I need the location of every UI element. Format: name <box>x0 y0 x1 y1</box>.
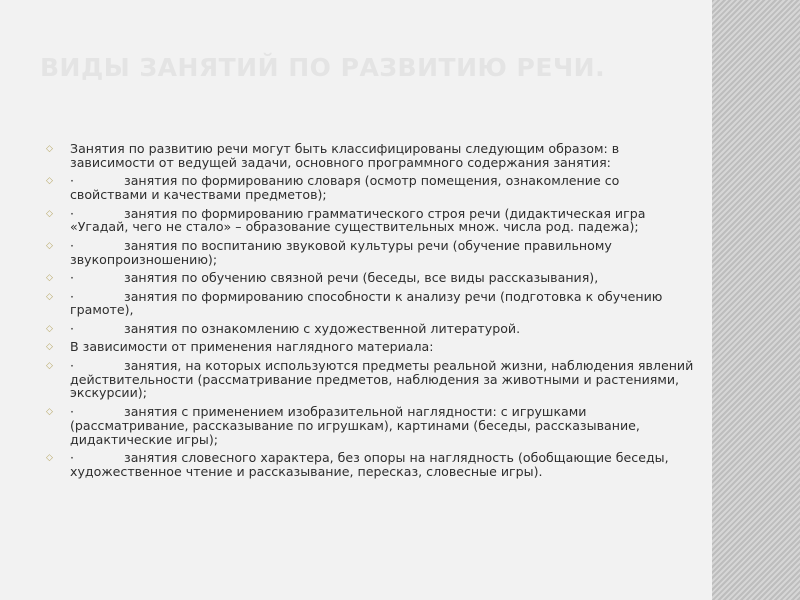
diamond-bullet-icon: ◇ <box>46 273 53 284</box>
slide-title: ВИДЫ ЗАНЯТИЙ ПО РАЗВИТИЮ РЕЧИ. <box>40 53 606 82</box>
list-item <box>46 340 696 354</box>
list-item-text: занятия по воспитанию звуковой культуры речи (обучение правильному звукопроизношению); <box>70 237 612 267</box>
diamond-bullet-icon: ◇ <box>46 240 53 251</box>
list-item-text: Занятия по развитию речи могут быть классифицированы следующим образом: в зависимости от ведущей задачи, основного программного содержания занятия: <box>70 141 620 170</box>
diamond-bullet-icon: ◇ <box>46 453 53 464</box>
diamond-bullet-icon: ◇ <box>46 208 53 219</box>
list-item-text: занятия по формированию грамматического строя речи (дидактическая игра «Угадай, чего не стало» – образование существительных множ. числа род. падежа); <box>70 205 646 235</box>
inline-bullet-dot: · <box>70 270 75 286</box>
list-item <box>46 207 696 235</box>
list-item-text: В зависимости от применения наглядного материала: <box>70 339 434 355</box>
diamond-bullet-icon: ◇ <box>46 342 53 353</box>
inline-bullet-dot: · <box>70 237 75 253</box>
list-item-text: занятия по формированию способности к анализу речи (подготовка к обучению грамоте), <box>70 288 663 318</box>
list-item <box>46 405 696 446</box>
diamond-bullet-icon: ◇ <box>46 323 53 334</box>
inline-bullet-dot: · <box>70 357 75 373</box>
list-item-text: занятия словесного характера, без опоры на наглядность (обобщающие беседы, художественное чтение и рассказывание, пересказ, словесные игры). <box>70 450 669 479</box>
decorative-side-stripe <box>712 0 800 600</box>
list-item <box>46 451 696 479</box>
list-item-text: занятия с применением изобразительной наглядности: с игрушками (рассматривание, рассказывание по игрушкам), картинами (беседы, рассказывание, дидактические игры); <box>70 403 640 447</box>
list-item <box>46 174 696 202</box>
diamond-bullet-icon: ◇ <box>46 406 53 417</box>
inline-bullet-dot: · <box>70 205 75 221</box>
diamond-bullet-icon: ◇ <box>46 360 53 371</box>
list-item <box>46 290 696 318</box>
list-item-text: занятия по ознакомлению с художественной литературой. <box>124 320 521 336</box>
list-item <box>46 142 696 170</box>
inline-bullet-dot: · <box>70 173 75 189</box>
inline-bullet-dot: · <box>70 403 75 419</box>
list-item <box>46 271 696 285</box>
bullet-list <box>46 142 696 483</box>
list-item <box>46 322 696 336</box>
list-item-text: занятия по обучению связной речи (беседы, все виды рассказывания), <box>124 270 599 286</box>
inline-bullet-dot: · <box>70 288 75 304</box>
diamond-bullet-icon: ◇ <box>46 144 53 154</box>
diamond-bullet-icon: ◇ <box>46 176 53 187</box>
list-item-text: занятия, на которых используются предметы реальной жизни, наблюдения явлений действительности (рассматривание предметов, наблюдения за животными и растениями, экскурсии); <box>70 357 694 401</box>
inline-bullet-dot: · <box>70 450 75 466</box>
list-item-text: занятия по формированию словаря (осмотр помещения, ознакомление со свойствами и качествами предметов); <box>70 173 620 203</box>
list-item <box>46 359 696 400</box>
inline-bullet-dot: · <box>70 320 75 336</box>
list-item <box>46 239 696 267</box>
diamond-bullet-icon: ◇ <box>46 291 53 302</box>
